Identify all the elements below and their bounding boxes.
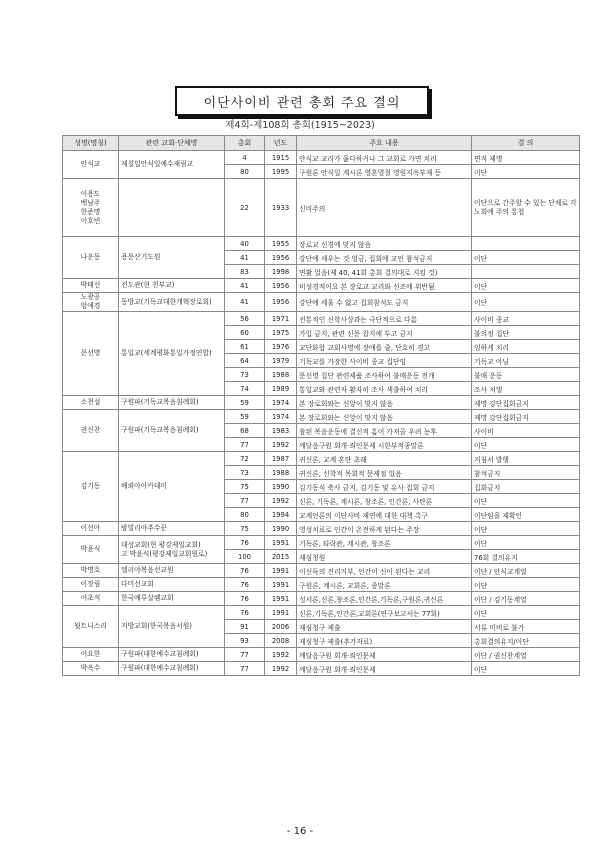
- cell-org: 동방교(기독교대한개혁장로회): [119, 293, 225, 312]
- cell-session: 40: [225, 237, 265, 251]
- cell-content: 귀신론, 교계 혼란 초래: [297, 452, 472, 466]
- table-row: [63, 279, 580, 293]
- cell-year: 1955: [265, 237, 297, 251]
- cell-decision: 이단: [472, 251, 580, 265]
- cell-year: 1991: [265, 606, 297, 620]
- cell-org: 지방교회(한국복음서원): [119, 606, 225, 648]
- cell-session: 76: [225, 606, 265, 620]
- cell-content: 재심청구 제출(추가자료): [297, 634, 472, 648]
- cell-decision: [472, 265, 580, 279]
- cell-year: 1991: [265, 578, 297, 592]
- cell-name: 안식교: [63, 151, 119, 179]
- cell-decision: 이단: [472, 293, 580, 312]
- cell-content: 기독교를 가장한 사이비 종교 집단임: [297, 354, 472, 368]
- cell-content: 본 장로회와는 신앙이 맞지 않음: [297, 396, 472, 410]
- cell-org: 베뢰아아카데미: [119, 452, 225, 522]
- cell-session: 41: [225, 279, 265, 293]
- header-name: 성명(명칭): [63, 136, 119, 151]
- cell-name: 이초석: [63, 592, 119, 606]
- cell-year: 1915: [265, 151, 297, 165]
- cell-org: 통일교(세계평화통일가정연합): [119, 312, 225, 396]
- cell-decision: 총회결의유지/이단: [472, 634, 580, 648]
- table-row: [63, 648, 580, 662]
- page-title-box: [175, 86, 429, 116]
- cell-session: 41: [225, 293, 265, 312]
- cell-session: 73: [225, 368, 265, 382]
- cell-year: 1975: [265, 326, 297, 340]
- table-row: [63, 410, 580, 424]
- cell-year: 1971: [265, 312, 297, 326]
- cell-year: 1998: [265, 265, 297, 279]
- cell-year: 1987: [265, 452, 297, 466]
- header-session: 총회: [225, 136, 265, 151]
- cell-name: 문선명: [63, 312, 119, 396]
- cell-content: 재심청원: [297, 550, 472, 564]
- cell-year: 1983: [265, 424, 297, 438]
- cell-year: 2008: [265, 634, 297, 648]
- cell-content: 비성경적이요 본 장로교 교리와 신조에 위반됨: [297, 279, 472, 293]
- header-decision: 결 의: [472, 136, 580, 151]
- cell-decision: 지침서 발행: [472, 452, 580, 466]
- cell-org: 한국예루살렘교회: [119, 592, 225, 606]
- cell-year: 1956: [265, 279, 297, 293]
- cell-session: 77: [225, 662, 265, 676]
- cell-year: 1988: [265, 466, 297, 480]
- cell-content: 강단에 세우는 것 엄금, 집회에 교인 참석금지: [297, 251, 472, 265]
- page-number: - 16 -: [286, 826, 314, 837]
- cell-session: 22: [225, 179, 265, 237]
- cell-year: 1990: [265, 522, 297, 536]
- cell-content: 면활 얼음(제 40, 41회 총회 결의대로 지킴 것): [297, 265, 472, 279]
- cell-name: 박윤식: [63, 536, 119, 564]
- cell-year: 1991: [265, 592, 297, 606]
- cell-name: 이요한: [63, 648, 119, 662]
- cell-content: 강단에 세울 수 없고 집회참석도 금지: [297, 293, 472, 312]
- cell-name: 노광공 엄애경: [63, 293, 119, 312]
- cell-org: 제칠일안식일예수재림교: [119, 151, 225, 179]
- cell-content: 기독론, 타락관, 계시관, 창조론: [297, 536, 472, 550]
- cell-decision: 사이비: [472, 424, 580, 438]
- cell-decision: 이단: [472, 438, 580, 452]
- table-row: [63, 293, 580, 312]
- cell-decision: 이단: [472, 536, 580, 550]
- cell-name: 박옥수: [63, 662, 119, 676]
- table-body: [63, 151, 580, 676]
- cell-org: 용문산기도원: [119, 237, 225, 279]
- cell-name: 이장림: [63, 578, 119, 592]
- cell-session: 41: [225, 251, 265, 265]
- table-row: [63, 452, 580, 466]
- cell-session: 59: [225, 410, 265, 424]
- cell-session: 76: [225, 578, 265, 592]
- page-title: 이단사이비 관련 총회 주요 결의: [203, 95, 401, 111]
- cell-decision: 이단 / 안식교계열: [472, 564, 580, 578]
- cell-session: 76: [225, 592, 265, 606]
- cell-year: 1974: [265, 410, 297, 424]
- header-content: 주요 내용: [297, 136, 472, 151]
- cell-year: 1989: [265, 382, 297, 396]
- cell-content: 이신득의 진리거부, 인간이 신이 된다는 교리: [297, 564, 472, 578]
- cell-session: 77: [225, 438, 265, 452]
- cell-session: 77: [225, 494, 265, 508]
- cell-content: 구원론, 계시론, 교회론, 종말론: [297, 578, 472, 592]
- cell-session: 75: [225, 522, 265, 536]
- cell-year: 1976: [265, 340, 297, 354]
- table-row: [63, 578, 580, 592]
- cell-content: 구원론 안식일 계시론 영혼멸절 영원지옥부재 등: [297, 165, 472, 179]
- cell-decision: 기독교 아님: [472, 354, 580, 368]
- cell-year: 2006: [265, 620, 297, 634]
- table-row: [63, 179, 580, 237]
- cell-content: 성서론,신론,창조론,인간론,기독론,구원론,귀신론: [297, 592, 472, 606]
- cell-org: 구원파(대한예수교침례회): [119, 648, 225, 662]
- cell-decision: 제명 강단집회금지: [472, 396, 580, 410]
- cell-content: 신론, 기독론, 계시론, 창조론, 인간론, 사탄론: [297, 494, 472, 508]
- cell-org: [119, 179, 225, 237]
- cell-session: 64: [225, 354, 265, 368]
- cell-content: 참된 복음운동에 결신적 흠이 가져올 우려 농후: [297, 424, 472, 438]
- cell-name: 박명호: [63, 564, 119, 578]
- cell-session: 80: [225, 165, 265, 179]
- cell-session: 74: [225, 382, 265, 396]
- cell-name: 나운몽: [63, 237, 119, 279]
- cell-decision: 사이비 종교: [472, 312, 580, 326]
- cell-session: 68: [225, 424, 265, 438]
- cell-org: 구원파(기독교복음침례회): [119, 396, 225, 410]
- cell-content: 깨달음구원 회개·죄인문제: [297, 662, 472, 676]
- cell-name: 이용도 백남주 한준명 이호빈: [63, 179, 119, 237]
- cell-name: 박태선: [63, 279, 119, 293]
- cell-decision: 엄하게 치리: [472, 340, 580, 354]
- table-row: [63, 151, 580, 165]
- cell-decision: 이단: [472, 606, 580, 620]
- cell-decision: 이단임을 재확인: [472, 508, 580, 522]
- cell-decision: 이단: [472, 279, 580, 293]
- cell-session: 73: [225, 466, 265, 480]
- header-year: 년도: [265, 136, 297, 151]
- cell-year: 1956: [265, 293, 297, 312]
- cell-session: 4: [225, 151, 265, 165]
- cell-year: 1979: [265, 354, 297, 368]
- cell-name: 윗트니스리: [63, 606, 119, 648]
- cell-decision: 이단: [472, 578, 580, 592]
- table-row: [63, 564, 580, 578]
- cell-content: 깨달음구원 회개·죄인문제: [297, 648, 472, 662]
- cell-session: 93: [225, 634, 265, 648]
- cell-org: 엘리야복음선교원: [119, 564, 225, 578]
- cell-org: 구원파(기독교복음침례회): [119, 410, 225, 452]
- cell-year: 1995: [265, 165, 297, 179]
- cell-content: 영성치료로 인간이 온전하게 된다는 주장: [297, 522, 472, 536]
- cell-content: 장로교 신경에 맞지 않음: [297, 237, 472, 251]
- cell-decision: [472, 237, 580, 251]
- cell-session: 60: [225, 326, 265, 340]
- cell-decision: 조사 처벌: [472, 382, 580, 396]
- cell-content: 신비주의: [297, 179, 472, 237]
- cell-org: 구원파(대한예수교침례회): [119, 662, 225, 676]
- cell-session: 80: [225, 508, 265, 522]
- cell-content: 귀신론, 신학적 목회적 문제점 있음: [297, 466, 472, 480]
- cell-year: 1994: [265, 508, 297, 522]
- cell-year: 1991: [265, 536, 297, 550]
- cell-session: 83: [225, 265, 265, 279]
- cell-year: 1992: [265, 438, 297, 452]
- cell-name: 김기동: [63, 452, 119, 522]
- table-row: [63, 536, 580, 550]
- cell-session: 77: [225, 648, 265, 662]
- table-row: [63, 396, 580, 410]
- cell-content: 재심청구 제출: [297, 620, 472, 634]
- cell-year: 1992: [265, 494, 297, 508]
- cell-decision: 참석금지: [472, 466, 580, 480]
- cell-session: 76: [225, 536, 265, 550]
- page-subtitle: 제4회-제108회 총회(1915~2023): [225, 120, 375, 131]
- cell-decision: 이단: [472, 165, 580, 179]
- cell-decision: 이단 / 권신찬계열: [472, 648, 580, 662]
- cell-decision: 이단: [472, 494, 580, 508]
- cell-content: 통일교와 관련자 활자히 조사 색출하여 치리: [297, 382, 472, 396]
- cell-session: 72: [225, 452, 265, 466]
- table-row: [63, 592, 580, 606]
- table-row: [63, 522, 580, 536]
- cell-year: 1992: [265, 648, 297, 662]
- cell-year: 1933: [265, 179, 297, 237]
- cell-decision: 이단으로 간주할 수 있는 단체로 각 노회에 주의 통첩: [472, 179, 580, 237]
- cell-session: 56: [225, 312, 265, 326]
- cell-content: 교단화합 교회사명에 장애를 줌, 단호히 경고: [297, 340, 472, 354]
- cell-name: 권신찬: [63, 410, 119, 452]
- cell-decision: 76회 결의유지: [472, 550, 580, 564]
- resolutions-table: [62, 135, 580, 676]
- table-row: [63, 237, 580, 251]
- cell-session: 75: [225, 480, 265, 494]
- cell-decision: 면직 제명: [472, 151, 580, 165]
- cell-content: 안식교 교리가 옳다하거나 그 교회로 가면 치리: [297, 151, 472, 165]
- cell-decision: 제명 강단집회금지: [472, 410, 580, 424]
- cell-org: 밤빌리아추수꾼: [119, 522, 225, 536]
- cell-decision: 불매 운동: [472, 368, 580, 382]
- cell-year: 1990: [265, 480, 297, 494]
- header-org: 관련 교회·단체명: [119, 136, 225, 151]
- cell-content: 전통적인 신학사상과는 극단적으로 다름: [297, 312, 472, 326]
- cell-decision: 이단 / 김기동계열: [472, 592, 580, 606]
- cell-session: 91: [225, 620, 265, 634]
- cell-decision: 집회금지: [472, 480, 580, 494]
- table-row: [63, 662, 580, 676]
- cell-org: 대성교회(현 평강제일교회) 고 박윤식(평강제일교회원로): [119, 536, 225, 564]
- cell-content: 가입 금지, 관련 신문 잡지에 투고 금지: [297, 326, 472, 340]
- cell-decision: 서류 미비로 불가: [472, 620, 580, 634]
- cell-year: 1988: [265, 368, 297, 382]
- cell-content: 깨달음구원 회개·죄인문제 시한부적종말론: [297, 438, 472, 452]
- cell-name: 소천섭: [63, 396, 119, 410]
- cell-content: 신론,기독론,인간론,교회론(연구보고서는 77회): [297, 606, 472, 620]
- cell-decision: 이단: [472, 522, 580, 536]
- cell-year: 1991: [265, 564, 297, 578]
- cell-session: 59: [225, 396, 265, 410]
- cell-year: 1956: [265, 251, 297, 265]
- cell-content: 문선명 집단 관련제품 조사하여 불매운동 전개: [297, 368, 472, 382]
- cell-year: 1992: [265, 662, 297, 676]
- cell-year: 1974: [265, 396, 297, 410]
- table-row: [63, 606, 580, 620]
- cell-org: 전도관(현 천부교): [119, 279, 225, 293]
- cell-session: 100: [225, 550, 265, 564]
- cell-session: 76: [225, 564, 265, 578]
- table-header-row: [63, 136, 580, 151]
- cell-content: 본 장로회와는 신앙이 맞지 않음: [297, 410, 472, 424]
- cell-session: 61: [225, 340, 265, 354]
- cell-name: 이선아: [63, 522, 119, 536]
- cell-decision: 불의정 집단: [472, 326, 580, 340]
- cell-content: 김기동식 축사 금지, 김기동 및 유사 집회 금지: [297, 480, 472, 494]
- cell-decision: 이단: [472, 662, 580, 676]
- cell-content: 교계언론의 이단사비 재연에 대한 대책 촉구: [297, 508, 472, 522]
- cell-year: 2015: [265, 550, 297, 564]
- table-row: [63, 312, 580, 326]
- cell-org: 다미선교회: [119, 578, 225, 592]
